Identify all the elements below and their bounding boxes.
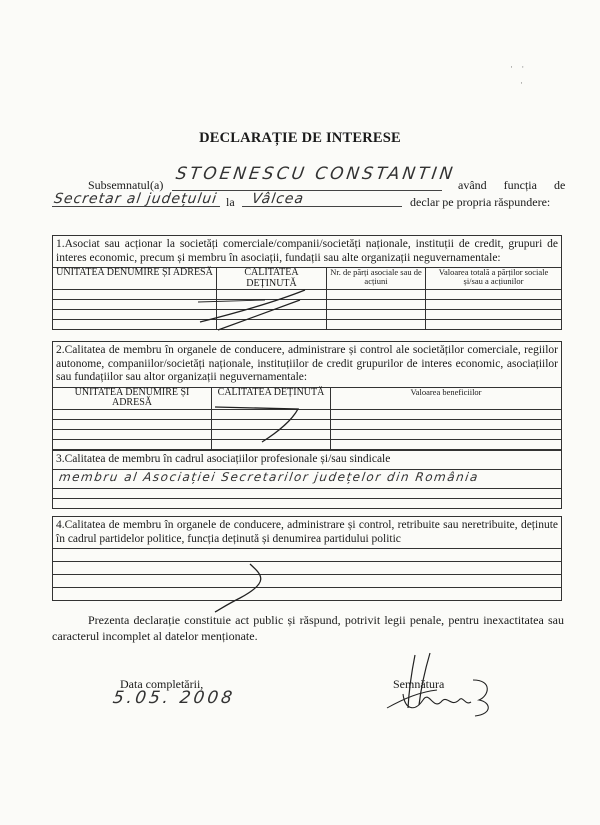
section-1-table	[52, 235, 562, 330]
scan-speck: ·	[520, 78, 526, 88]
section-4-text: 4.Calitatea de membru în organele de conducere, administrare și control, retribuite sau neretribuite, deținute în cadrul partidelor politice, funcția deținută și denumirea partidului politic	[53, 517, 562, 549]
s2-col-valoarea: Valoarea beneficiilor	[331, 387, 562, 409]
name-value: STOENESCU CONSTANTIN	[174, 164, 457, 184]
date-value: 5.05. 2008	[111, 688, 237, 708]
declar-text: declar pe propria răspundere:	[410, 195, 551, 209]
footer-statement: Prezenta declarație constituie act public și răspund, potrivit legii penale, pentru inexactitatea sau caracterul incomplet al datelor menționate.	[52, 613, 564, 644]
s1-col-calitatea: CALITATEA DEȚINUTĂ	[217, 268, 327, 290]
table-row	[53, 429, 562, 439]
section-3-value: membru al Asociației Secretarilor județelor din România	[58, 469, 480, 484]
table-row	[53, 300, 562, 310]
functia-value: Secretar al județului	[52, 191, 219, 207]
table-row	[53, 409, 562, 419]
section-3-text: 3.Calitatea de membru în cadrul asociațiilor profesionale și/sau sindicale	[53, 451, 562, 470]
table-row	[53, 290, 562, 300]
section-3-entry	[53, 469, 562, 488]
table-row	[53, 439, 562, 449]
s2-col-calitatea: CALITATEA DEȚINUTĂ	[212, 387, 331, 409]
avand-functia-label: având funcția de	[458, 178, 566, 192]
scan-speck: · ·	[510, 62, 528, 72]
table-row	[53, 498, 562, 508]
la-label: la	[226, 195, 235, 209]
table-row	[53, 562, 562, 575]
date-label: Data completării,	[120, 677, 204, 691]
s2-col-unitatea: UNITATEA DENUMIRE ȘI ADRESĂ	[53, 387, 212, 409]
section-3-table	[52, 450, 562, 509]
signature-mark	[375, 650, 505, 720]
la-value: Vâlcea	[250, 191, 306, 207]
page-title: DECLARAȚIE DE INTERESE	[199, 130, 401, 146]
section-4-table	[52, 516, 562, 601]
section-2-table	[52, 341, 562, 450]
subsemnatul-label: Subsemnatul(a)	[88, 178, 164, 192]
table-row	[53, 549, 562, 562]
table-row	[53, 488, 562, 498]
section-1-text: 1.Asociat sau acționar la societăți comerciale/companii/societăți naționale, instituții de credit, grupuri de interes economic, precum și membru în asociații, fundații sau alte organizații neguvernamentale:	[53, 236, 562, 268]
s1-col-nr-parti: Nr. de părți asociale sau de acțiuni	[327, 268, 426, 290]
table-row	[53, 588, 562, 601]
table-row	[53, 575, 562, 588]
s1-col-unitatea: UNITATEA DENUMIRE ȘI ADRESĂ	[53, 268, 217, 290]
table-row	[53, 419, 562, 429]
table-row	[53, 310, 562, 320]
table-row	[53, 320, 562, 330]
signature-label: Semnătura	[393, 677, 445, 691]
section-2-text: 2.Calitatea de membru în organele de conducere, administrare și control ale societăților comerciale, regiilor autonome, companiilor/societăți naționale, instituțiilor de credit grupurilor de interes economic, asociațiilor sau fundațiilor sau altor organizații neguvernamentale:	[53, 342, 562, 388]
s1-col-valoarea: Valoarea totală a părților sociale și/sau a acțiunilor	[426, 268, 562, 290]
